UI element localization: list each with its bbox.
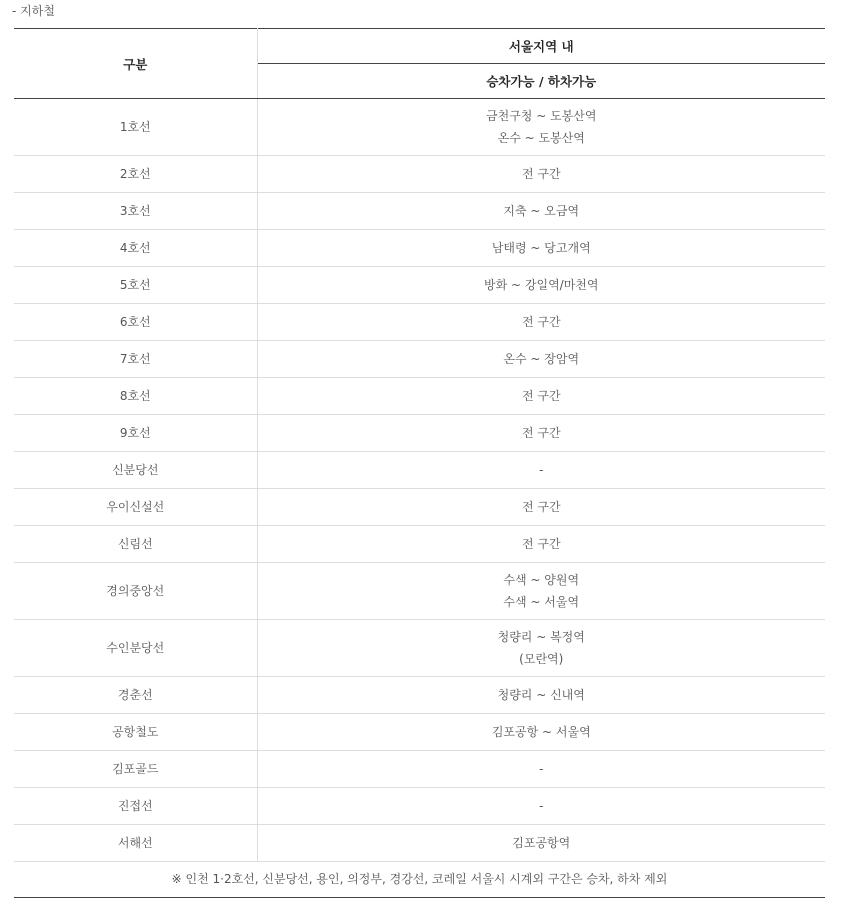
line-range-text: 온수 ~ 장암역 <box>503 352 580 366</box>
table-row <box>14 156 825 193</box>
line-name: 신분당선 <box>14 452 257 489</box>
table-row <box>14 751 825 788</box>
line-name: 경의중앙선 <box>14 563 257 620</box>
footnote: ※ 인천 1·2호선, 신분당선, 용인, 의정부, 경강선, 코레일 서울시 시계외 구간은 승차, 하차 제외 <box>14 861 825 898</box>
line-range <box>257 563 825 620</box>
table-row <box>14 620 825 677</box>
table-row <box>14 788 825 825</box>
line-name: 2호선 <box>14 156 257 193</box>
line-range <box>257 230 825 267</box>
line-range <box>257 714 825 751</box>
line-name: 9호선 <box>14 415 257 452</box>
table-row <box>14 99 825 156</box>
table-row <box>14 230 825 267</box>
line-range-text: 지축 ~ 오금역 <box>503 204 580 218</box>
line-name: 5호선 <box>14 267 257 304</box>
line-range <box>257 99 825 156</box>
line-name: 진접선 <box>14 788 257 825</box>
line-range-text: 방화 ~ 강일역/마천역 <box>484 278 599 292</box>
table-row <box>14 452 825 489</box>
line-range <box>257 526 825 563</box>
line-range <box>257 378 825 415</box>
line-range-text: 전 구간 <box>521 389 561 403</box>
line-range <box>257 193 825 230</box>
line-range-text: 온수 ~ 도봉산역 <box>497 131 585 145</box>
table-row <box>14 341 825 378</box>
table-row <box>14 304 825 341</box>
line-name: 공항철도 <box>14 714 257 751</box>
line-range-text: 전 구간 <box>521 426 561 440</box>
line-range <box>257 751 825 788</box>
table-row <box>14 677 825 714</box>
line-range-text: - <box>539 799 544 813</box>
line-name: 수인분당선 <box>14 620 257 677</box>
line-range-text: 금천구청 ~ 도봉산역 <box>486 109 597 123</box>
line-range-text: 김포공항 ~ 서울역 <box>491 725 591 739</box>
line-name: 우이신설선 <box>14 489 257 526</box>
line-name: 7호선 <box>14 341 257 378</box>
table-row <box>14 563 825 620</box>
line-name: 6호선 <box>14 304 257 341</box>
header-region: 서울지역 내 <box>257 29 825 64</box>
line-range-text: - <box>539 762 544 776</box>
line-name: 3호선 <box>14 193 257 230</box>
table-header <box>14 29 825 99</box>
line-range <box>257 788 825 825</box>
table-body <box>14 99 825 862</box>
table-row <box>14 415 825 452</box>
line-name: 서해선 <box>14 825 257 862</box>
line-range <box>257 620 825 677</box>
line-range-text: 남태령 ~ 당고개역 <box>491 241 591 255</box>
line-name: 경춘선 <box>14 677 257 714</box>
line-range <box>257 452 825 489</box>
line-range <box>257 267 825 304</box>
table-row <box>14 526 825 563</box>
line-range-text: 수색 ~ 양원역 <box>503 573 580 587</box>
line-range-text: 청량리 ~ 복정역 <box>497 630 585 644</box>
line-range-text: - <box>539 463 544 477</box>
table-row <box>14 378 825 415</box>
line-range-text: 김포공항역 <box>512 836 571 850</box>
line-range <box>257 341 825 378</box>
subway-table <box>14 28 825 862</box>
section-title: - 지하철 <box>12 4 55 18</box>
line-name: 신림선 <box>14 526 257 563</box>
line-name: 김포골드 <box>14 751 257 788</box>
table-row <box>14 825 825 862</box>
table-row <box>14 714 825 751</box>
line-range-text: 전 구간 <box>521 500 561 514</box>
line-range <box>257 677 825 714</box>
line-range <box>257 489 825 526</box>
table-row <box>14 193 825 230</box>
table-row <box>14 267 825 304</box>
line-range <box>257 156 825 193</box>
line-name: 1호선 <box>14 99 257 156</box>
line-range-text: 전 구간 <box>521 167 561 181</box>
line-name: 8호선 <box>14 378 257 415</box>
line-name: 4호선 <box>14 230 257 267</box>
line-range <box>257 415 825 452</box>
line-range-text: (모란역) <box>519 652 564 666</box>
line-range-text: 청량리 ~ 신내역 <box>497 688 585 702</box>
line-range-text: 전 구간 <box>521 537 561 551</box>
line-range-text: 전 구간 <box>521 315 561 329</box>
line-range <box>257 304 825 341</box>
header-sub: 승차가능 / 하차가능 <box>257 64 825 99</box>
header-category: 구분 <box>14 29 257 99</box>
line-range <box>257 825 825 862</box>
line-range-text: 수색 ~ 서울역 <box>503 595 580 609</box>
table-row <box>14 489 825 526</box>
